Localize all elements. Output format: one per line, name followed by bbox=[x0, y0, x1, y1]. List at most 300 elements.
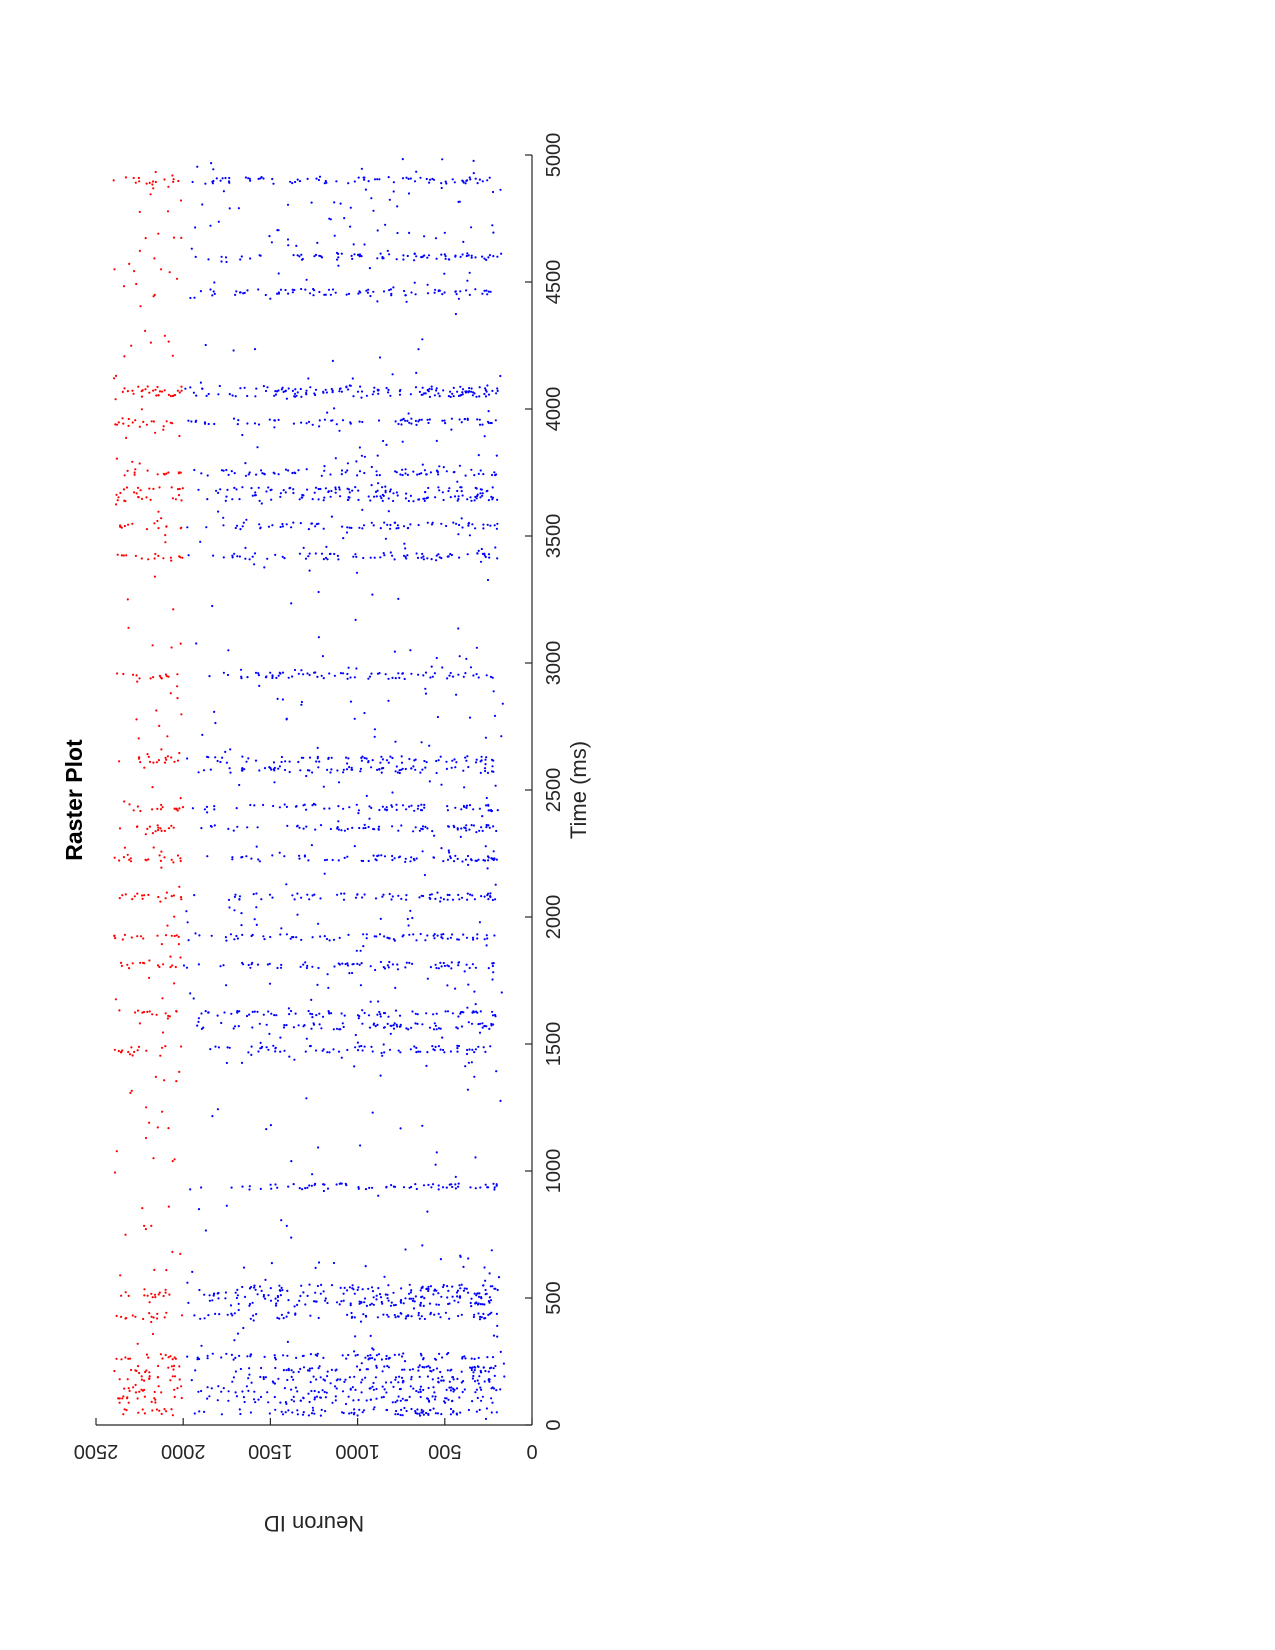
spike-dot bbox=[177, 180, 179, 182]
spike-dot bbox=[409, 523, 411, 525]
spike-dot bbox=[447, 859, 449, 861]
spike-dot bbox=[285, 883, 287, 885]
spike-dot bbox=[400, 1400, 402, 1402]
spike-dot bbox=[475, 1003, 477, 1005]
spike-dot bbox=[488, 410, 490, 412]
spike-dot bbox=[114, 857, 116, 859]
spike-dot bbox=[149, 1010, 151, 1012]
spike-dot bbox=[484, 1280, 486, 1282]
spike-dot bbox=[454, 988, 456, 990]
spike-dot bbox=[187, 1302, 189, 1304]
spike-dot bbox=[161, 1357, 163, 1359]
spike-dot bbox=[450, 1408, 452, 1410]
spike-dot bbox=[318, 591, 320, 593]
spike-dot bbox=[414, 1183, 416, 1185]
spike-dot bbox=[241, 934, 243, 936]
spike-dot bbox=[493, 934, 495, 936]
spike-dot bbox=[279, 765, 281, 767]
spike-dot bbox=[327, 491, 329, 493]
spike-dot bbox=[233, 1359, 235, 1361]
spike-dot bbox=[495, 419, 497, 421]
spike-dot bbox=[167, 186, 169, 188]
spike-dot bbox=[201, 1028, 203, 1030]
spike-dot bbox=[273, 395, 275, 397]
spike-dot bbox=[291, 1369, 293, 1371]
spike-dot bbox=[319, 897, 321, 899]
spike-dot bbox=[393, 938, 395, 940]
spike-dot bbox=[436, 657, 438, 659]
spike-dot bbox=[150, 1225, 152, 1227]
spike-dot bbox=[311, 202, 313, 204]
spike-dot bbox=[488, 394, 490, 396]
spike-dot bbox=[466, 280, 468, 282]
spike-dot bbox=[143, 1294, 145, 1296]
spike-dot bbox=[152, 762, 154, 764]
spike-dot bbox=[141, 408, 143, 410]
spike-dot bbox=[118, 760, 120, 762]
spike-dot bbox=[377, 1316, 379, 1318]
spike-dot bbox=[376, 178, 378, 180]
spike-dot bbox=[481, 293, 483, 295]
spike-dot bbox=[318, 636, 320, 638]
spike-dot bbox=[183, 964, 185, 966]
spike-dot bbox=[351, 767, 353, 769]
spike-dot bbox=[348, 667, 350, 669]
spike-dot bbox=[310, 1381, 312, 1383]
spike-dot bbox=[122, 1395, 124, 1397]
spike-dot bbox=[494, 474, 496, 476]
spike-dot bbox=[450, 496, 452, 498]
spike-dot bbox=[238, 1010, 240, 1012]
spike-dot bbox=[163, 1079, 165, 1081]
spike-dot bbox=[119, 1402, 121, 1404]
spike-dot bbox=[339, 488, 341, 490]
spike-dot bbox=[158, 725, 160, 727]
spike-dot bbox=[292, 1379, 294, 1381]
spike-dot bbox=[476, 487, 478, 489]
spike-dot bbox=[251, 935, 253, 937]
spike-dot bbox=[340, 893, 342, 895]
spike-dot bbox=[355, 1354, 357, 1356]
spike-dot bbox=[244, 387, 246, 389]
spike-dot bbox=[315, 178, 317, 180]
spike-dot bbox=[368, 1187, 370, 1189]
spike-dot bbox=[373, 1304, 375, 1306]
spike-dot bbox=[487, 524, 489, 526]
spike-dot bbox=[161, 677, 163, 679]
spike-dot bbox=[214, 293, 216, 295]
spike-dot bbox=[231, 1354, 233, 1356]
spike-dot bbox=[169, 1015, 171, 1017]
spike-dot bbox=[357, 1049, 359, 1051]
spike-dot bbox=[200, 290, 202, 292]
spike-dot bbox=[371, 1286, 373, 1288]
spike-dot bbox=[440, 1380, 442, 1382]
spike-dot bbox=[423, 1366, 425, 1368]
spike-dot bbox=[253, 1398, 255, 1400]
spike-dot bbox=[354, 180, 356, 182]
spike-dot bbox=[487, 824, 489, 826]
spike-dot bbox=[209, 1300, 211, 1302]
spike-dot bbox=[340, 829, 342, 831]
spike-dot bbox=[393, 1304, 395, 1306]
spike-dot bbox=[286, 1316, 288, 1318]
spike-dot bbox=[373, 1023, 375, 1025]
spike-dot bbox=[490, 676, 492, 678]
spike-dot bbox=[248, 1374, 250, 1376]
spike-dot bbox=[422, 1389, 424, 1391]
spike-dot bbox=[308, 1284, 310, 1286]
spike-dot bbox=[425, 1012, 427, 1014]
spike-dot bbox=[464, 1287, 466, 1289]
spike-dot bbox=[441, 158, 443, 160]
spike-dot bbox=[317, 1146, 319, 1148]
spike-dot bbox=[445, 258, 447, 260]
spike-dot bbox=[268, 526, 270, 528]
spike-dot bbox=[211, 826, 213, 828]
spike-dot bbox=[200, 1390, 202, 1392]
spike-dot bbox=[390, 1305, 392, 1307]
spike-dot bbox=[216, 177, 218, 179]
spike-dot bbox=[144, 1396, 146, 1398]
spike-dot bbox=[476, 647, 478, 649]
spike-dot bbox=[272, 183, 274, 185]
spike-dot bbox=[341, 526, 343, 528]
spike-dot bbox=[476, 937, 478, 939]
spike-dot bbox=[462, 1391, 464, 1393]
spike-dot bbox=[265, 294, 267, 296]
spike-dot bbox=[410, 291, 412, 293]
spike-dot bbox=[233, 349, 235, 351]
spike-dot bbox=[176, 278, 178, 280]
spike-dot bbox=[148, 1371, 150, 1373]
spike-dot bbox=[386, 1355, 388, 1357]
spike-dot bbox=[236, 807, 238, 809]
spike-dot bbox=[118, 859, 120, 861]
spike-dot bbox=[161, 1413, 163, 1415]
spike-dot bbox=[160, 748, 162, 750]
spike-dot bbox=[276, 967, 278, 969]
spike-dot bbox=[450, 967, 452, 969]
spike-dot bbox=[237, 1333, 239, 1335]
spike-dot bbox=[464, 418, 466, 420]
spike-dot bbox=[387, 1023, 389, 1025]
spike-dot bbox=[322, 1016, 324, 1018]
spike-dot bbox=[337, 555, 339, 557]
spike-dot bbox=[245, 176, 247, 178]
spike-dot bbox=[364, 1046, 366, 1048]
spike-dot bbox=[493, 690, 495, 692]
spike-dot bbox=[403, 290, 405, 292]
spike-dot bbox=[433, 1028, 435, 1030]
spike-dot bbox=[374, 178, 376, 180]
spike-dot bbox=[465, 807, 467, 809]
spike-dot bbox=[435, 389, 437, 391]
spike-dot bbox=[234, 294, 236, 296]
spike-dot bbox=[368, 495, 370, 497]
spike-dot bbox=[272, 1380, 274, 1382]
spike-dot bbox=[267, 1294, 269, 1296]
spike-dot bbox=[209, 1294, 211, 1296]
spike-dot bbox=[180, 386, 182, 388]
spike-dot bbox=[488, 1378, 490, 1380]
spike-dot bbox=[456, 1295, 458, 1297]
spike-dot bbox=[363, 712, 365, 714]
spike-dot bbox=[127, 425, 129, 427]
spike-dot bbox=[197, 1021, 199, 1023]
spike-dot bbox=[320, 1284, 322, 1286]
spike-dot bbox=[485, 845, 487, 847]
spike-dot bbox=[389, 490, 391, 492]
spike-dot bbox=[359, 964, 361, 966]
spike-dot bbox=[180, 713, 182, 715]
spike-dot bbox=[440, 523, 442, 525]
spike-dot bbox=[224, 177, 226, 179]
spike-dot bbox=[407, 474, 409, 476]
spike-dot bbox=[450, 1369, 452, 1371]
spike-dot bbox=[368, 826, 370, 828]
spike-dot bbox=[491, 422, 493, 424]
spike-dot bbox=[476, 1012, 478, 1014]
spike-dot bbox=[150, 499, 152, 501]
spike-dot bbox=[319, 1023, 321, 1025]
spike-dot bbox=[346, 673, 348, 675]
spike-dot bbox=[165, 1292, 167, 1294]
spike-dot bbox=[139, 462, 141, 464]
spike-dot bbox=[367, 1358, 369, 1360]
spike-dot bbox=[301, 494, 303, 496]
spike-dot bbox=[164, 541, 166, 543]
spike-dot bbox=[128, 1295, 130, 1297]
spike-dot bbox=[439, 556, 441, 558]
spike-dot bbox=[452, 899, 454, 901]
spike-dot bbox=[391, 855, 393, 857]
spike-dot bbox=[496, 528, 498, 530]
spike-dot bbox=[456, 1387, 458, 1389]
spike-dot bbox=[205, 1229, 207, 1231]
spike-dot bbox=[418, 1391, 420, 1393]
spike-dot bbox=[375, 897, 377, 899]
spike-dot bbox=[482, 180, 484, 182]
spike-dot bbox=[448, 258, 450, 260]
spike-dot bbox=[301, 757, 303, 759]
spike-dot bbox=[316, 1396, 318, 1398]
spike-dot bbox=[392, 1401, 394, 1403]
spike-dot bbox=[480, 1400, 482, 1402]
spike-dot bbox=[446, 677, 448, 679]
spike-dot bbox=[122, 423, 124, 425]
spike-dot bbox=[394, 558, 396, 560]
spike-dot bbox=[440, 182, 442, 184]
spike-dot bbox=[419, 1318, 421, 1320]
spike-dot bbox=[356, 893, 358, 895]
neuron-tick-label: 2000 bbox=[160, 1440, 206, 1462]
spike-dot bbox=[306, 967, 308, 969]
spike-dot bbox=[439, 962, 441, 964]
spike-dot bbox=[137, 1010, 139, 1012]
spike-dot bbox=[281, 1314, 283, 1316]
spike-dot bbox=[150, 1293, 152, 1295]
spike-dot bbox=[179, 857, 181, 859]
spike-dot bbox=[272, 805, 274, 807]
spike-dot bbox=[167, 1127, 169, 1129]
spike-dot bbox=[120, 1051, 122, 1053]
spike-dot bbox=[190, 420, 192, 422]
spike-dot bbox=[132, 674, 134, 676]
spike-dot bbox=[481, 548, 483, 550]
spike-dot bbox=[417, 674, 419, 676]
spike-dot bbox=[113, 935, 115, 937]
spike-dot bbox=[248, 473, 250, 475]
spike-dot bbox=[344, 830, 346, 832]
spike-dot bbox=[376, 769, 378, 771]
spike-dot bbox=[217, 760, 219, 762]
spike-dot bbox=[346, 856, 348, 858]
spike-dot bbox=[333, 1028, 335, 1030]
spike-dot bbox=[439, 1316, 441, 1318]
spike-dot bbox=[370, 673, 372, 675]
spike-dot bbox=[320, 1415, 322, 1417]
spike-dot bbox=[175, 498, 177, 500]
spike-dot bbox=[258, 769, 260, 771]
spike-dot bbox=[130, 857, 132, 859]
spike-dot bbox=[427, 1375, 429, 1377]
spike-dot bbox=[343, 1300, 345, 1302]
spike-dot bbox=[367, 1288, 369, 1290]
spike-dot bbox=[365, 1315, 367, 1317]
spike-dot bbox=[373, 1408, 375, 1410]
spike-dot bbox=[158, 1385, 160, 1387]
spike-dot bbox=[471, 257, 473, 259]
spike-dot bbox=[490, 857, 492, 859]
spike-dot bbox=[238, 1303, 240, 1305]
spike-dot bbox=[155, 394, 157, 396]
spike-dot bbox=[209, 1048, 211, 1050]
spike-dot bbox=[320, 1397, 322, 1399]
spike-dot bbox=[160, 804, 162, 806]
spike-dot bbox=[462, 934, 464, 936]
spike-dot bbox=[245, 519, 247, 521]
spike-dot bbox=[240, 924, 242, 926]
spike-dot bbox=[435, 559, 437, 561]
spike-dot bbox=[255, 672, 257, 674]
spike-dot bbox=[406, 1399, 408, 1401]
spike-dot bbox=[249, 257, 251, 259]
spike-dot bbox=[123, 285, 125, 287]
spike-dot bbox=[335, 180, 337, 182]
spike-dot bbox=[279, 1051, 281, 1053]
spike-dot bbox=[496, 455, 498, 457]
spike-dot bbox=[499, 375, 501, 377]
spike-dot bbox=[401, 762, 403, 764]
spike-dot bbox=[478, 676, 480, 678]
spike-dot bbox=[354, 1293, 356, 1295]
spike-dot bbox=[283, 1026, 285, 1028]
spike-dot bbox=[297, 179, 299, 181]
spike-dot bbox=[307, 1369, 309, 1371]
spike-dot bbox=[182, 806, 184, 808]
spike-dot bbox=[231, 470, 233, 472]
spike-dot bbox=[156, 1408, 158, 1410]
spike-dot bbox=[315, 1049, 317, 1051]
spike-dot bbox=[246, 826, 248, 828]
spike-dot bbox=[457, 627, 459, 629]
spike-dot bbox=[398, 1395, 400, 1397]
spike-dot bbox=[311, 966, 313, 968]
spike-dot bbox=[154, 557, 156, 559]
spike-dot bbox=[377, 673, 379, 675]
spike-dot bbox=[331, 1369, 333, 1371]
spike-dot bbox=[496, 256, 498, 258]
spike-dot bbox=[403, 1302, 405, 1304]
spike-dot bbox=[443, 898, 445, 900]
spike-dot bbox=[401, 469, 403, 471]
spike-dot bbox=[460, 836, 462, 838]
spike-dot bbox=[420, 933, 422, 935]
spike-dot bbox=[172, 1375, 174, 1377]
spike-dot bbox=[270, 489, 272, 491]
spike-dot bbox=[413, 858, 415, 860]
spike-dot bbox=[155, 830, 157, 832]
spike-dot bbox=[340, 1300, 342, 1302]
spike-dot bbox=[492, 760, 494, 762]
spike-dot bbox=[171, 174, 173, 176]
spike-dot bbox=[480, 1296, 482, 1298]
spike-dot bbox=[362, 1288, 364, 1290]
spike-dot bbox=[422, 825, 424, 827]
spike-dot bbox=[195, 395, 197, 397]
spike-dot bbox=[142, 1408, 144, 1410]
spike-dot bbox=[261, 176, 263, 178]
spike-dot bbox=[394, 522, 396, 524]
spike-dot bbox=[156, 935, 158, 937]
spike-dot bbox=[407, 918, 409, 920]
spike-dot bbox=[447, 1290, 449, 1292]
time-tick-label: 3000 bbox=[543, 640, 565, 686]
spike-dot bbox=[380, 918, 382, 920]
spike-dot bbox=[327, 1371, 329, 1373]
spike-dot bbox=[336, 259, 338, 261]
spike-dot bbox=[469, 496, 471, 498]
spike-dot bbox=[327, 758, 329, 760]
spike-dot bbox=[326, 412, 328, 414]
spike-dot bbox=[448, 1318, 450, 1320]
spike-dot bbox=[484, 938, 486, 940]
spike-dot bbox=[497, 1289, 499, 1291]
spike-dot bbox=[427, 1413, 429, 1415]
spike-dot bbox=[392, 963, 394, 965]
spike-dot bbox=[168, 394, 170, 396]
spike-dot bbox=[446, 1389, 448, 1391]
spike-dot bbox=[243, 1396, 245, 1398]
spike-dot bbox=[420, 1353, 422, 1355]
time-tick-label: 500 bbox=[543, 1281, 565, 1315]
spike-dot bbox=[142, 421, 144, 423]
spike-dot bbox=[487, 1314, 489, 1316]
spike-dot bbox=[492, 1023, 494, 1025]
spike-dot bbox=[470, 1298, 472, 1300]
spike-dot bbox=[491, 1402, 493, 1404]
spike-dot bbox=[378, 1353, 380, 1355]
spike-dot bbox=[137, 487, 139, 489]
spike-dot bbox=[247, 1377, 249, 1379]
spike-dot bbox=[345, 471, 347, 473]
spike-dot bbox=[309, 1315, 311, 1317]
spike-dot bbox=[465, 475, 467, 477]
spike-dot bbox=[253, 563, 255, 565]
spike-dot bbox=[318, 498, 320, 500]
spike-dot bbox=[282, 1354, 284, 1356]
